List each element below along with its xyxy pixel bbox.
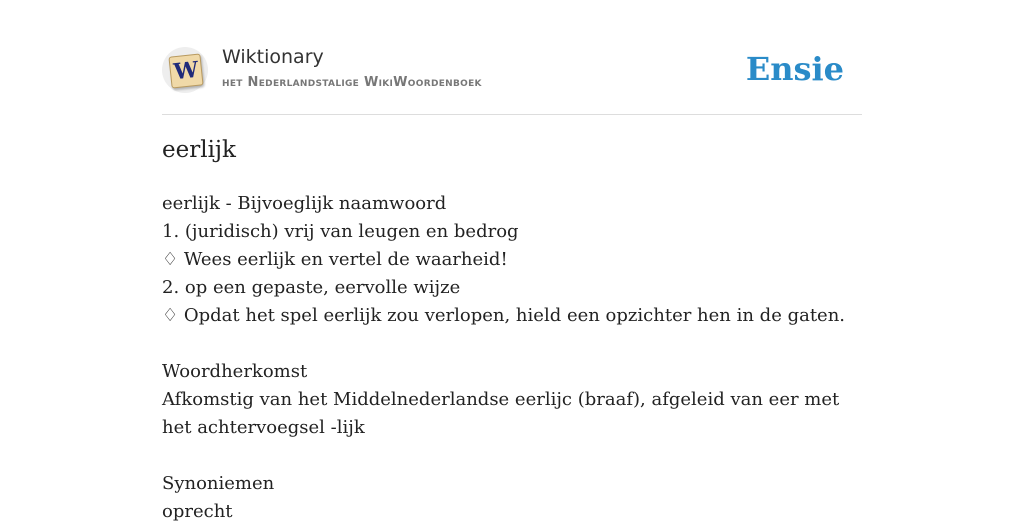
wiktionary-logo-icon[interactable] (162, 47, 208, 93)
synonym-item: oprecht (162, 501, 233, 522)
entry-content (162, 190, 862, 526)
sense-2: 2. op een gepaste, eervolle wijze (162, 277, 461, 298)
etymology-text: Afkomstig van het Middelnederlandse eerlijc (braaf), afgeleid van eer met het achtervoegsel -lijk (162, 389, 840, 438)
page (162, 0, 862, 522)
site-header (162, 0, 862, 115)
example-1: ♢ Wees eerlijk en vertel de waarheid! (162, 249, 508, 270)
definition-header: eerlijk - Bijvoeglijk naamwoord (162, 193, 447, 214)
example-2: ♢ Opdat het spel eerlijk zou verlopen, hield een opzichter hen in de gaten. (162, 305, 846, 326)
sense-1: 1. (juridisch) vrij van leugen en bedrog (162, 221, 519, 242)
spacer (162, 330, 862, 358)
site-subtitle: het Nederlandstalige WikiWoordenboek (222, 75, 482, 90)
synonyms-heading: Synoniemen (162, 473, 275, 494)
ensie-brand-link[interactable]: Ensie (745, 50, 844, 88)
site-name[interactable]: Wiktionary (222, 46, 324, 68)
entry-title: eerlijk (162, 137, 236, 163)
spacer (162, 442, 862, 470)
w-tile-icon: W (168, 53, 203, 88)
etymology-heading: Woordherkomst (162, 361, 308, 382)
